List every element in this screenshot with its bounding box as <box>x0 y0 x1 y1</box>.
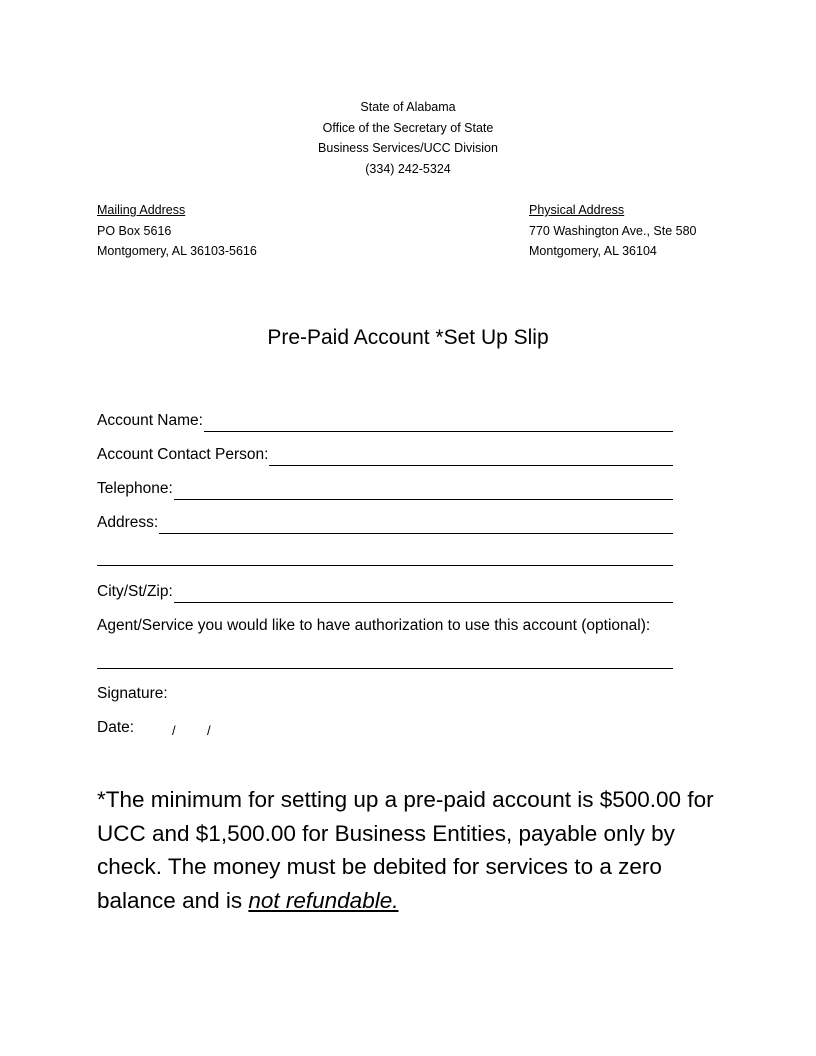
address-line[interactable] <box>159 515 673 534</box>
address-second-line[interactable] <box>97 565 673 566</box>
account-name-label: Account Name: <box>97 412 203 429</box>
date-field[interactable] <box>97 718 211 738</box>
city-st-zip-line[interactable] <box>174 584 673 603</box>
contact-person-label: Account Contact Person: <box>97 446 269 463</box>
account-name-field[interactable] <box>97 410 673 432</box>
date-separator-1: / <box>172 723 176 738</box>
address-label: Address: <box>97 514 159 531</box>
telephone-field[interactable] <box>97 478 673 500</box>
header-division: Business Services/UCC Division <box>318 141 498 156</box>
telephone-label: Telephone: <box>97 480 173 497</box>
header-phone: (334) 242-5324 <box>365 162 451 177</box>
city-st-zip-label: City/St/Zip: <box>97 583 173 600</box>
physical-address-line1: 770 Washington Ave., Ste 580 <box>529 223 697 238</box>
physical-address-line2: Montgomery, AL 36104 <box>529 244 657 259</box>
header-state: State of Alabama <box>360 100 456 114</box>
agent-service-label: Agent/Service you would like to have authorization to use this account (optional): <box>97 617 651 634</box>
form-title: Pre-Paid Account *Set Up Slip <box>267 326 549 349</box>
agent-service-line[interactable] <box>97 668 673 669</box>
contact-person-line[interactable] <box>269 447 673 466</box>
minimum-deposit-note <box>97 783 737 917</box>
address-field[interactable] <box>97 512 673 534</box>
mailing-address-line1: PO Box 5616 <box>97 223 172 238</box>
not-refundable-text: not refundable. <box>248 887 399 913</box>
date-separator-2: / <box>207 723 211 738</box>
mailing-address-line2: Montgomery, AL 36103-5616 <box>97 244 257 259</box>
physical-address-block <box>529 200 696 262</box>
date-label: Date: <box>97 719 135 736</box>
header-office: Office of the Secretary of State <box>322 120 494 135</box>
mailing-address-block <box>97 200 257 262</box>
contact-person-field[interactable] <box>97 444 673 466</box>
physical-address-title: Physical Address <box>529 203 625 217</box>
signature-label: Signature: <box>97 685 168 702</box>
mailing-address-title: Mailing Address <box>97 203 186 217</box>
telephone-line[interactable] <box>174 481 673 500</box>
account-name-line[interactable] <box>204 413 673 432</box>
city-st-zip-field[interactable] <box>97 581 673 603</box>
agency-header <box>0 97 816 180</box>
note-text: *The minimum for setting up a pre-paid account is $500.00 for UCC and $1,500.00 for Business Entities, payable only by check. The money must be debited for services to a zero balance and is <box>97 787 714 913</box>
